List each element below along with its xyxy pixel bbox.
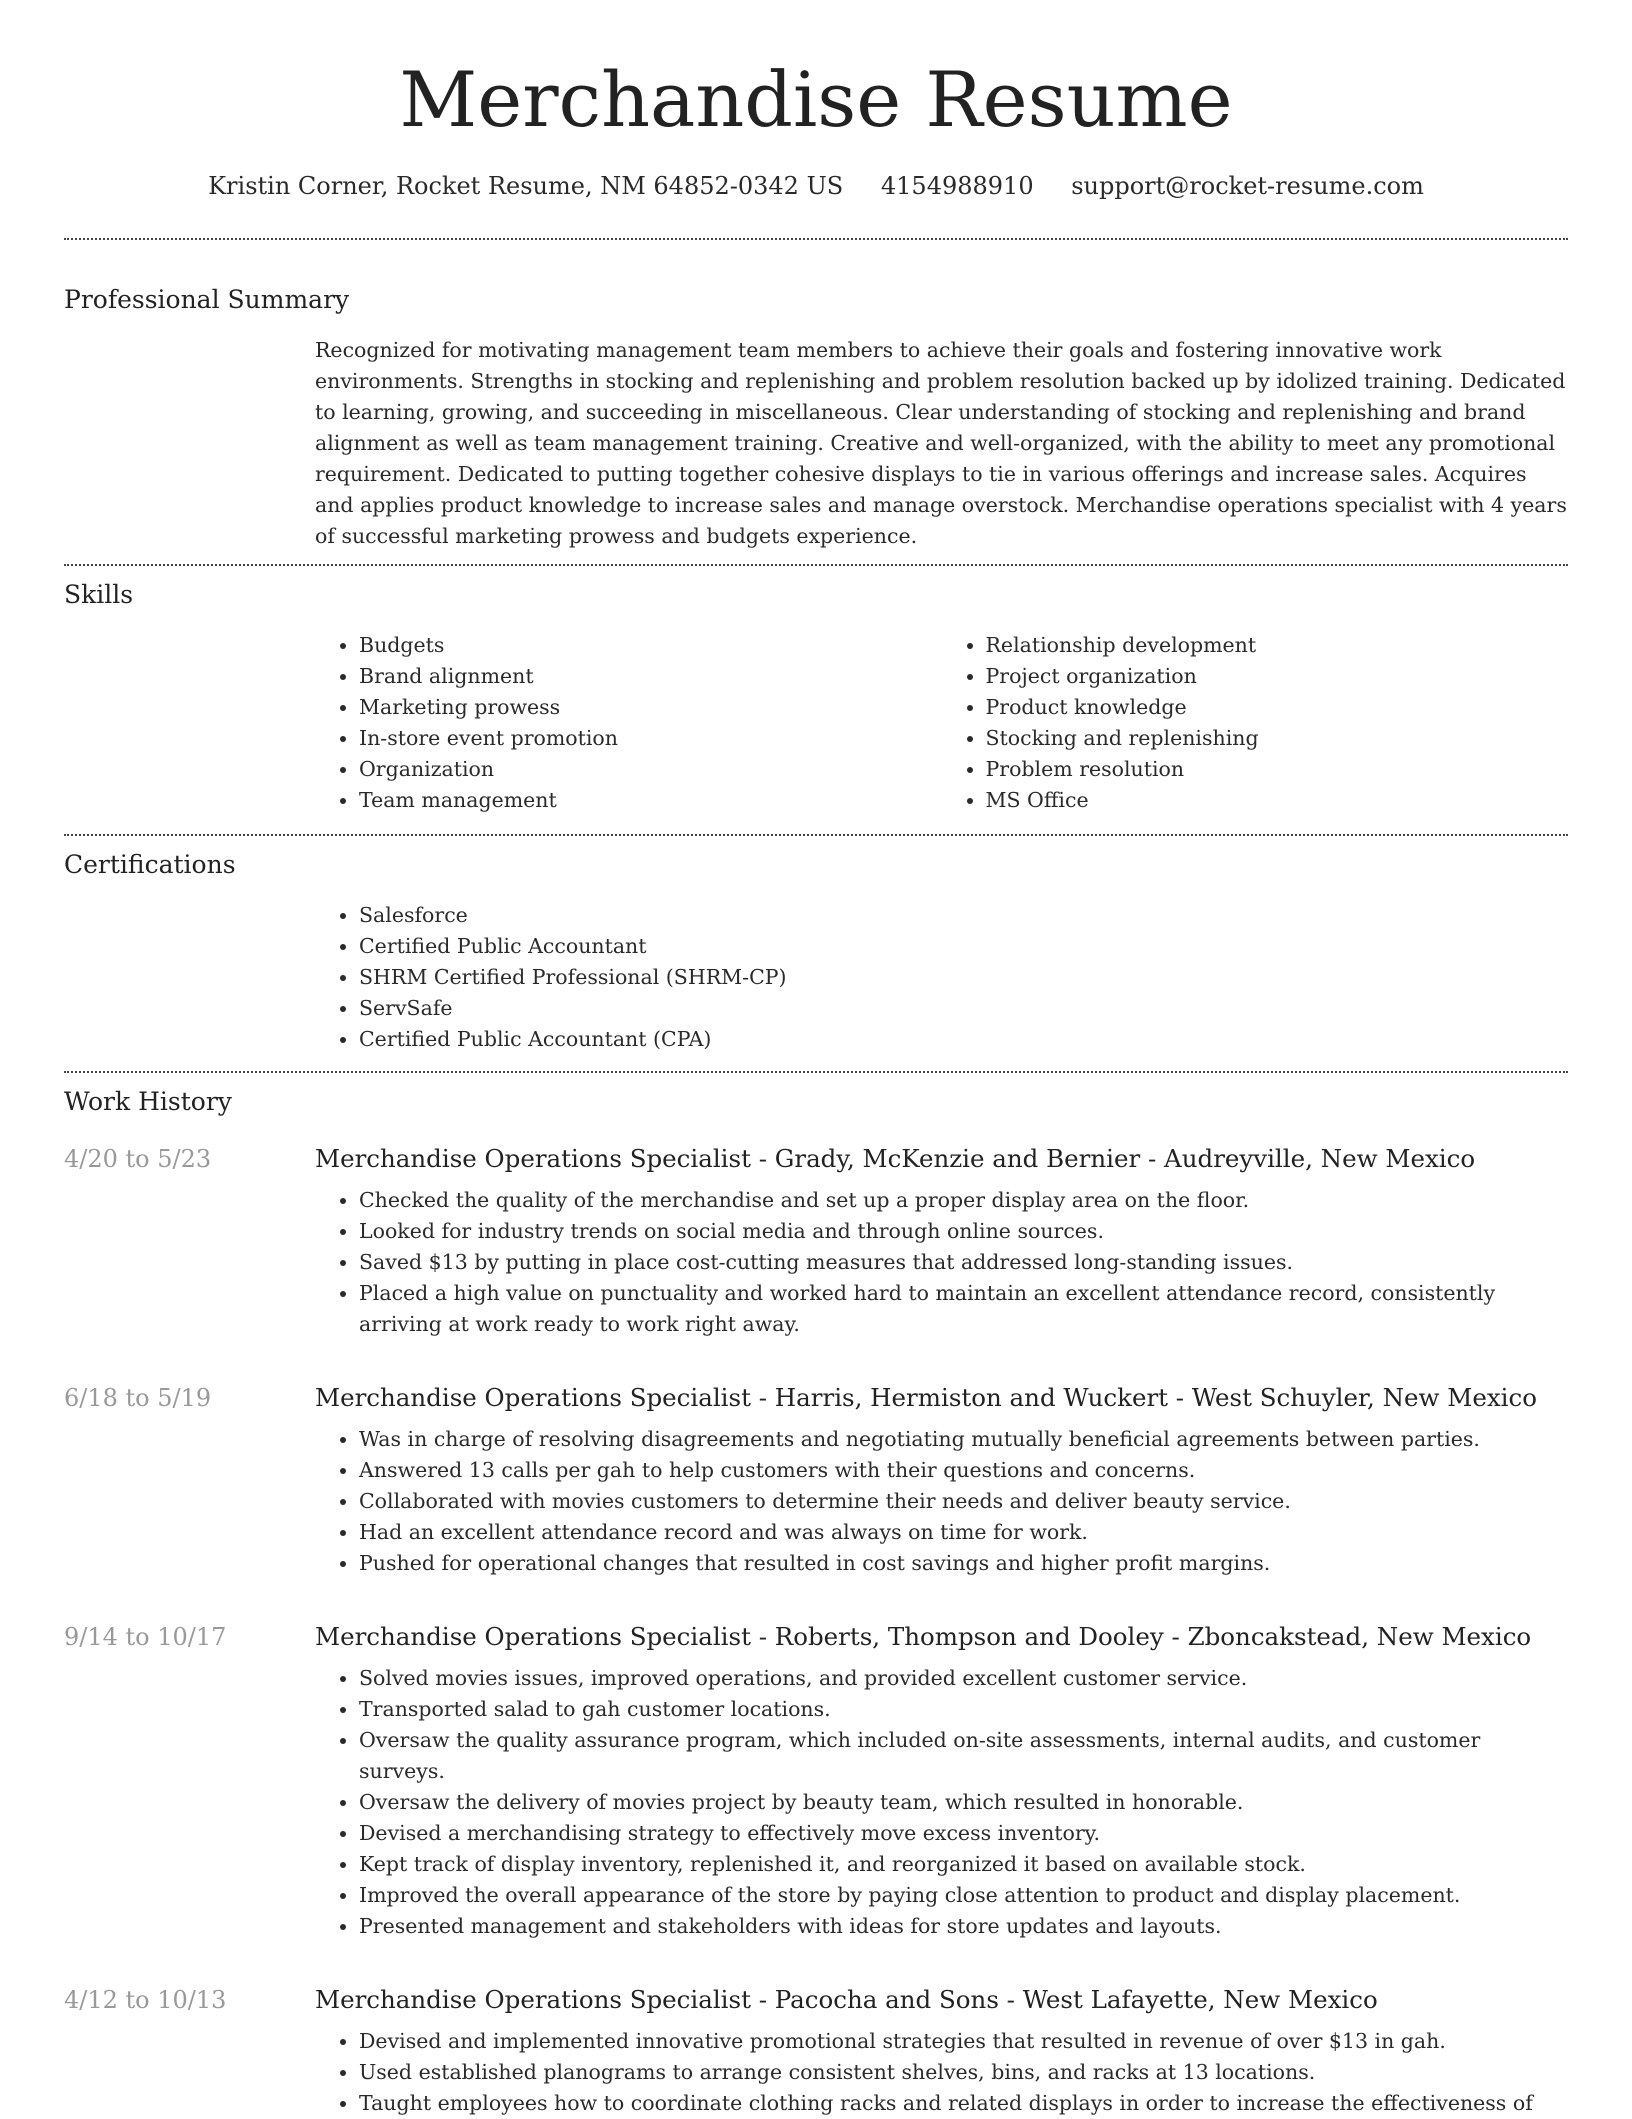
skills-heading: Skills [64, 580, 134, 609]
work-section [64, 1085, 1568, 2119]
work-heading: Work History [64, 1087, 232, 1116]
list-item: • Devised a merchandising strategy to effectively move excess inventory. [359, 1818, 1568, 1849]
contact-line [64, 168, 1568, 204]
skills-section [64, 578, 1568, 816]
job-entry [64, 1982, 1568, 2119]
resume-title: Merchandise Resume [399, 55, 1233, 144]
divider [64, 1071, 1568, 1073]
list-item: • Stocking and replenishing [986, 723, 1569, 754]
list-item: • Placed a high value on punctuality and worked hard to maintain an excellent attendance record, consistently arriving at work ready to work right away. [359, 1278, 1568, 1340]
list-item: • Transported salad to gah customer locations. [359, 1694, 1568, 1725]
job-entry [64, 1141, 1568, 1340]
skills-list-left [315, 630, 942, 816]
list-item: • Solved movies issues, improved operations, and provided excellent customer service. [359, 1663, 1568, 1694]
list-item: • Product knowledge [986, 692, 1569, 723]
list-item: • Certified Public Accountant (CPA) [359, 1024, 1568, 1055]
contact-phone: 4154988910 [880, 172, 1034, 200]
skills-list-right [942, 630, 1569, 816]
certifications-section [64, 848, 1568, 1055]
list-item: • Certified Public Accountant [359, 931, 1568, 962]
divider [64, 238, 1568, 240]
contact-email: support@rocket-resume.com [1071, 172, 1424, 200]
list-item: • Collaborated with movies customers to determine their needs and deliver beauty service. [359, 1486, 1568, 1517]
list-item: • Marketing prowess [359, 692, 942, 723]
list-item: • Budgets [359, 630, 942, 661]
skills-columns [315, 630, 1568, 816]
list-item: • Checked the quality of the merchandise and set up a proper display area on the floor. [359, 1185, 1568, 1216]
summary-heading: Professional Summary [64, 285, 350, 314]
list-item: • Taught employees how to coordinate clothing racks and related displays in order to increase the effectiveness of [359, 2088, 1568, 2119]
job-dates: 4/20 to 5/23 [64, 1145, 212, 1173]
list-item: • Relationship development [986, 630, 1569, 661]
job-title: Merchandise Operations Specialist - Harris, Hermiston and Wuckert - West Schuyler, New Mexico [315, 1383, 1537, 1412]
list-item: • Improved the overall appearance of the store by paying close attention to product and display placement. [359, 1880, 1568, 1911]
job-bullets [315, 1663, 1568, 1942]
list-item: • Had an excellent attendance record and was always on time for work. [359, 1517, 1568, 1548]
list-item: • ServSafe [359, 993, 1568, 1024]
list-item: • Problem resolution [986, 754, 1569, 785]
list-item: • Saved $13 by putting in place cost-cutting measures that addressed long-standing issues. [359, 1247, 1568, 1278]
job-dates: 9/14 to 10/17 [64, 1623, 227, 1651]
summary-section [64, 283, 1568, 552]
summary-text: Recognized for motivating management team members to achieve their goals and fostering innovative work environments. Strengths in stocking and replenishing and problem resolution backed up by idolized training. Dedicated to learning, growing, and succeeding in miscellaneous. Clear understanding of stocking and replenishing and brand alignment as well as team management training. Creative and well-organized, with the ability to meet any promotional requirement. Dedicated to putting together cohesive displays to tie in various offerings and increase sales. Acquires and applies product knowledge to increase sales and manage overstock. Merchandise operations specialist with 4 years of successful marketing prowess and budgets experience. [315, 338, 1567, 548]
list-item: • Devised and implemented innovative promotional strategies that resulted in revenue of over $13 in gah. [359, 2026, 1568, 2057]
job-dates: 6/18 to 5/19 [64, 1384, 212, 1412]
job-title: Merchandise Operations Specialist - Roberts, Thompson and Dooley - Zboncakstead, New Mexico [315, 1622, 1532, 1651]
job-entry [64, 1619, 1568, 1942]
list-item: • Pushed for operational changes that resulted in cost savings and higher profit margins. [359, 1548, 1568, 1579]
job-bullets [315, 1185, 1568, 1340]
certifications-heading: Certifications [64, 850, 236, 879]
list-item: • SHRM Certified Professional (SHRM-CP) [359, 962, 1568, 993]
list-item: • Project organization [986, 661, 1569, 692]
list-item: • In-store event promotion [359, 723, 942, 754]
list-item: • Salesforce [359, 900, 1568, 931]
list-item: • Was in charge of resolving disagreements and negotiating mutually beneficial agreements between parties. [359, 1424, 1568, 1455]
divider [64, 834, 1568, 836]
list-item: • Used established planograms to arrange consistent shelves, bins, and racks at 13 locations. [359, 2057, 1568, 2088]
job-bullets [315, 2026, 1568, 2119]
list-item: • MS Office [986, 785, 1569, 816]
list-item: • Presented management and stakeholders with ideas for store updates and layouts. [359, 1911, 1568, 1942]
list-item: • Organization [359, 754, 942, 785]
certifications-list [315, 900, 1568, 1055]
list-item: • Team management [359, 785, 942, 816]
list-item: • Oversaw the delivery of movies project by beauty team, which resulted in honorable. [359, 1787, 1568, 1818]
list-item: • Answered 13 calls per gah to help customers with their questions and concerns. [359, 1455, 1568, 1486]
job-entry [64, 1380, 1568, 1579]
list-item: • Looked for industry trends on social media and through online sources. [359, 1216, 1568, 1247]
divider [64, 564, 1568, 566]
list-item: • Oversaw the quality assurance program, which included on-site assessments, internal audits, and customer surveys. [359, 1725, 1568, 1787]
list-item: • Brand alignment [359, 661, 942, 692]
job-bullets [315, 1424, 1568, 1579]
job-title: Merchandise Operations Specialist - Pacocha and Sons - West Lafayette, New Mexico [315, 1985, 1378, 2014]
job-title: Merchandise Operations Specialist - Grady, McKenzie and Bernier - Audreyville, New Mexico [315, 1144, 1476, 1173]
resume-page [64, 0, 1568, 2119]
contact-address: Kristin Corner, Rocket Resume, NM 64852-0342 US [208, 172, 844, 200]
job-dates: 4/12 to 10/13 [64, 1986, 227, 2014]
list-item: • Kept track of display inventory, replenished it, and reorganized it based on available stock. [359, 1849, 1568, 1880]
